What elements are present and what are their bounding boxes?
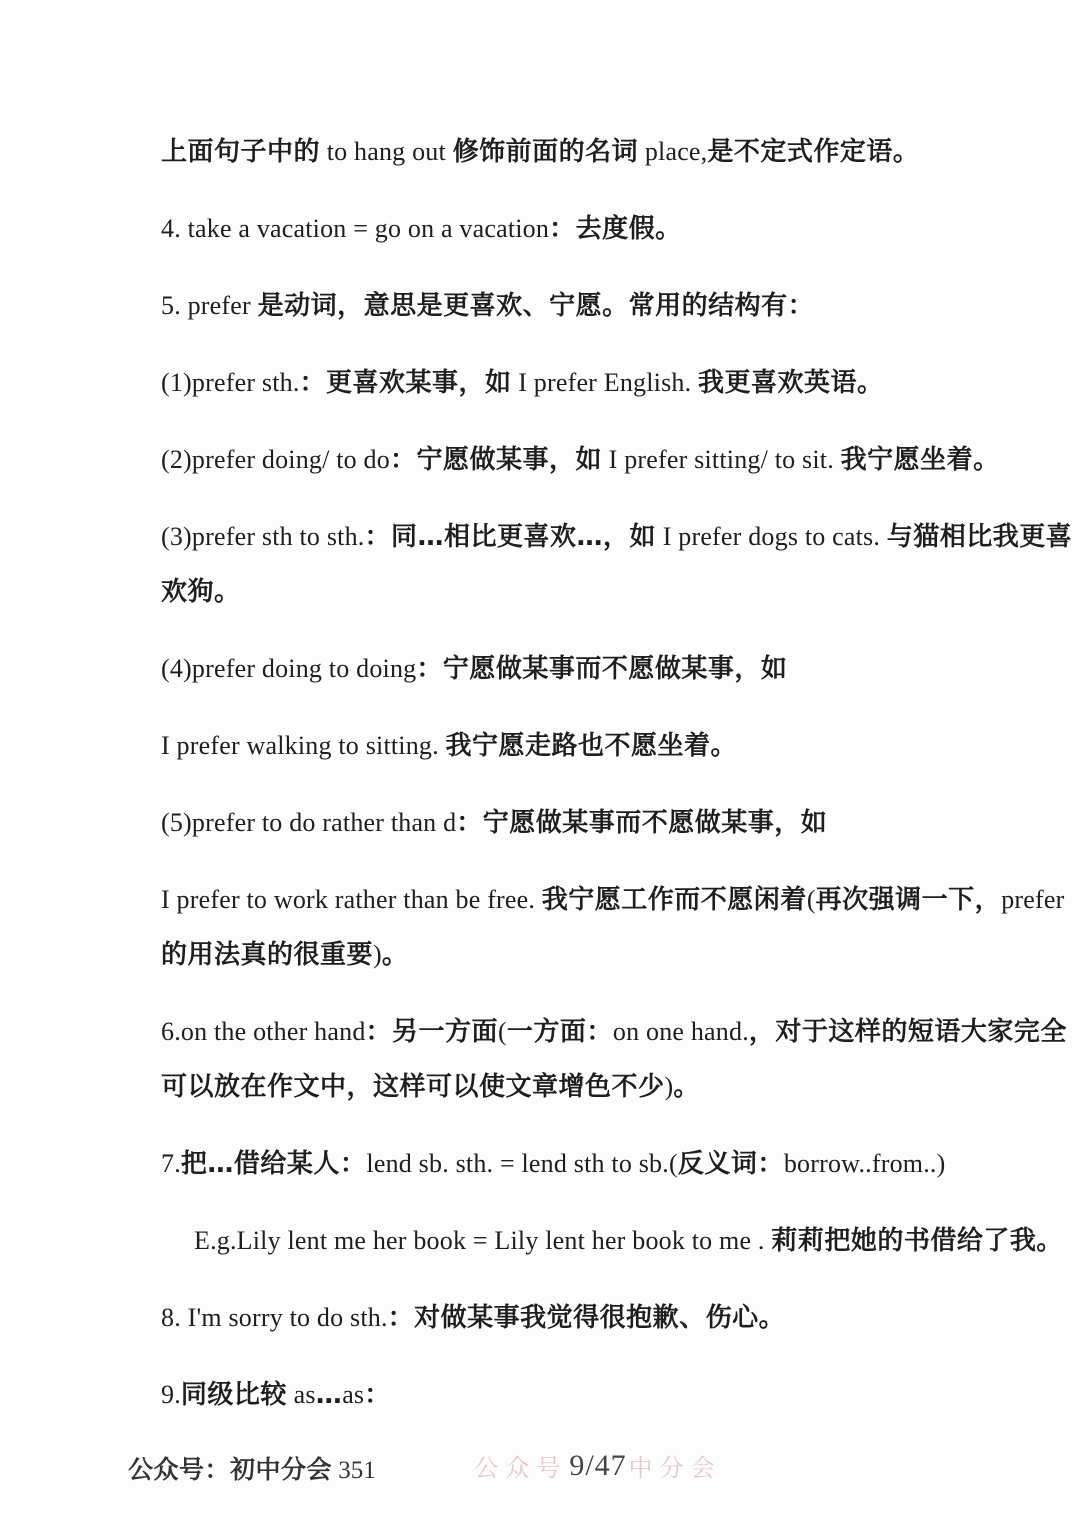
text-line: (1)prefer sth.：更喜欢某事，如 I prefer English. 我更喜欢英语。 bbox=[161, 368, 884, 398]
text-line: E.g.Lily lent me her book = Lily lent her book to me . 莉莉把她的书借给了我。 bbox=[194, 1226, 1063, 1256]
text-line: 7.把…借给某人：lend sb. sth. = lend sth to sb.(反义词：borrow..from..) bbox=[161, 1149, 946, 1179]
text-line: 8. I'm sorry to do sth.：对做某事我觉得很抱歉、伤心。 bbox=[161, 1303, 786, 1333]
page-number: 9/47 bbox=[569, 1448, 627, 1482]
text-line: 9.同级比较 as…as： bbox=[161, 1380, 391, 1410]
text-line: I prefer walking to sitting. 我宁愿走路也不愿坐着。 bbox=[161, 731, 738, 761]
text-line: I prefer to work rather than be free. 我宁愿工作而不愿闲着(再次强调一下，prefer bbox=[161, 885, 1065, 915]
text-line: (5)prefer to do rather than d：宁愿做某事而不愿做某事，如 bbox=[161, 808, 828, 838]
text-line: 5. prefer 是动词，意思是更喜欢、宁愿。常用的结构有： bbox=[161, 291, 815, 321]
watermark-left: 公众号 bbox=[474, 1454, 568, 1482]
footer-page-indicator bbox=[433, 1448, 763, 1483]
text-line: 可以放在作文中，这样可以使文章增色不少)。 bbox=[161, 1072, 700, 1102]
text-line: 上面句子中的 to hang out 修饰前面的名词 place,是不定式作定语。 bbox=[161, 137, 920, 167]
text-line: 的用法真的很重要)。 bbox=[161, 940, 409, 970]
text-line: 6.on the other hand：另一方面(一方面：on one hand.，对于这样的短语大家完全 bbox=[161, 1017, 1067, 1047]
footer-account-label: 公众号：初中分会 351 bbox=[128, 1455, 376, 1484]
text-line: (3)prefer sth to sth.：同…相比更喜欢…，如 I prefer dogs to cats. 与猫相比我更喜 bbox=[161, 522, 1073, 552]
text-line: (2)prefer doing/ to do：宁愿做某事，如 I prefer sitting/ to sit. 我宁愿坐着。 bbox=[161, 445, 1000, 475]
text-line: (4)prefer doing to doing：宁愿做某事而不愿做某事，如 bbox=[161, 654, 788, 684]
text-line: 4. take a vacation = go on a vacation：去度假。 bbox=[161, 214, 682, 244]
text-line: 欢狗。 bbox=[161, 577, 241, 607]
watermark-right: 中分会 bbox=[628, 1454, 722, 1482]
